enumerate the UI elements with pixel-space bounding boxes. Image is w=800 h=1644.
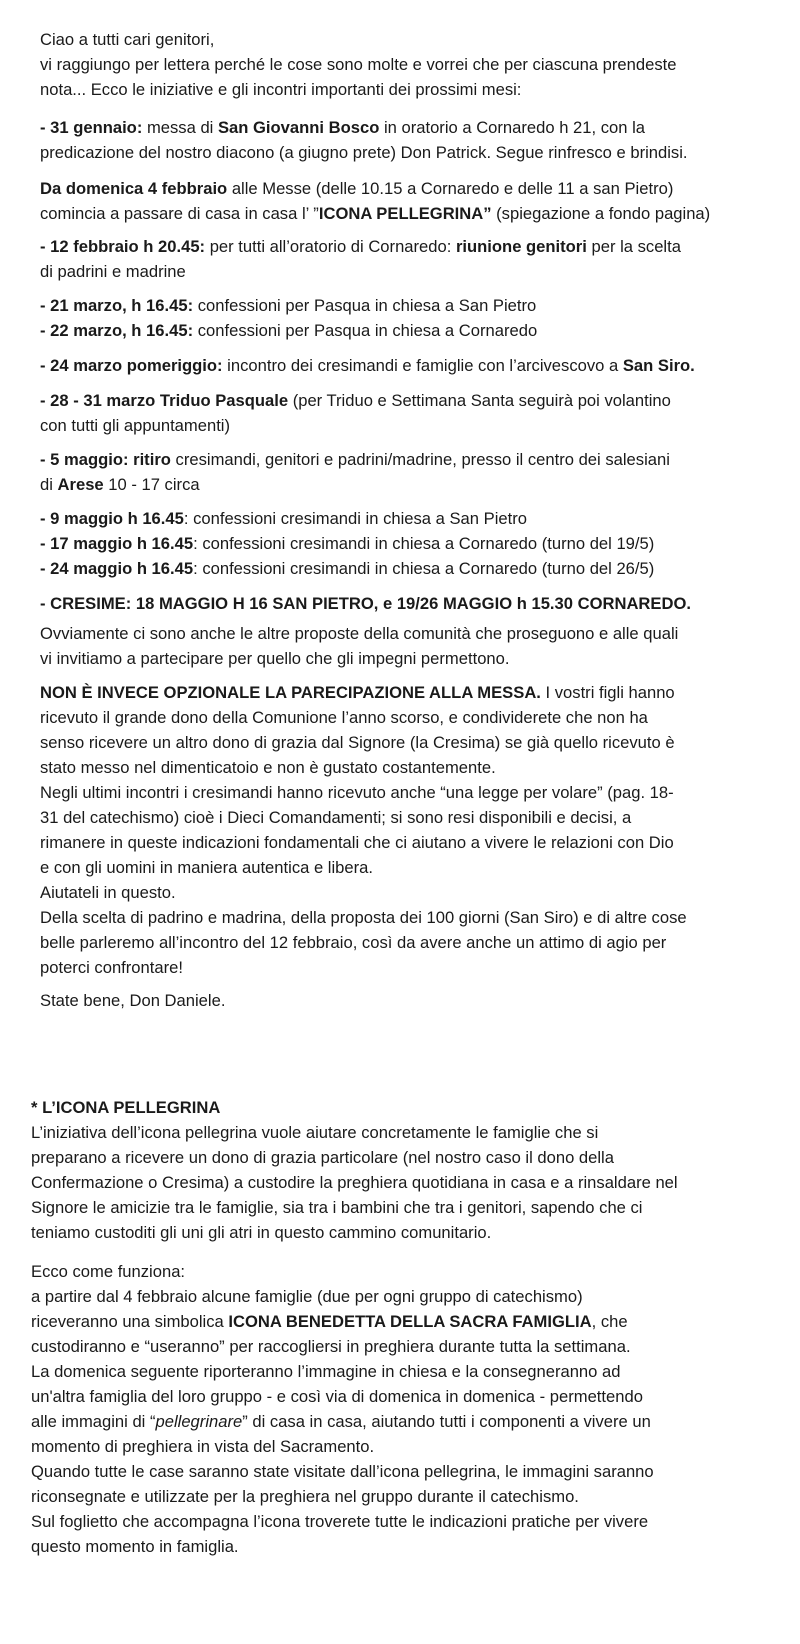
paragraph-line: stato messo nel dimenticatoio e non è gustato costantemente. bbox=[40, 758, 496, 777]
letter-intro bbox=[40, 27, 676, 102]
paragraph-line: , che bbox=[591, 1312, 628, 1331]
event-date: - 12 febbraio h 20.45: bbox=[40, 237, 206, 256]
event-date: - 24 maggio h 16.45 bbox=[40, 559, 194, 578]
event-text: confessioni per Pasqua in chiesa a San Pietro bbox=[193, 296, 537, 315]
paragraph-line: a partire dal 4 febbraio alcune famiglie (due per ogni gruppo di catechismo) bbox=[31, 1287, 583, 1306]
event-place: San Siro. bbox=[622, 356, 695, 375]
icona-heading: * L’ICONA PELLEGRINA bbox=[31, 1098, 221, 1117]
event-ritiro bbox=[40, 447, 670, 497]
paragraph-line: I vostri figli hanno bbox=[540, 683, 675, 702]
paragraph-line: Sul foglietto che accompagna l’icona troverete tutte le indicazioni pratiche per vivere bbox=[31, 1512, 649, 1531]
event-date: - 28 - 31 marzo Triduo Pasquale bbox=[40, 391, 289, 410]
cresime-dates bbox=[40, 591, 691, 616]
paragraph-line: ricevuto il grande dono della Comunione l’anno scorso, e condividerete che non ha bbox=[40, 708, 648, 727]
event-text: in oratorio a Cornaredo h 21, con la bbox=[379, 118, 646, 137]
event-date: - 31 gennaio: bbox=[40, 118, 143, 137]
event-saint: San Giovanni Bosco bbox=[217, 118, 380, 137]
icona-heading-block bbox=[31, 1095, 678, 1245]
event-icona: ICONA PELLEGRINA” bbox=[318, 204, 492, 223]
event-date: - 22 marzo, h 16.45: bbox=[40, 321, 194, 340]
event-text: (per Triduo e Settimana Santa seguirà poi volantino bbox=[288, 391, 671, 410]
paragraph-line: Della scelta di padrino e madrina, della proposta dei 100 giorni (San Siro) e di altre cose bbox=[40, 908, 687, 927]
italic-word: pellegrinare bbox=[155, 1412, 243, 1431]
event-text: per tutti all’oratorio di Cornaredo: bbox=[205, 237, 456, 256]
other-proposals bbox=[40, 621, 678, 671]
event-confessioni-cresimandi bbox=[40, 506, 654, 581]
paragraph-line: custodiranno e “useranno” per raccogliersi in preghiera durante tutta la settimana. bbox=[31, 1337, 631, 1356]
paragraph-line: Negli ultimi incontri i cresimandi hanno ricevuto anche “una legge per volare” (pag. 18- bbox=[40, 783, 674, 802]
paragraph-line: senso ricevere un altro dono di grazia dal Signore (la Cresima) se già quello ricevuto è bbox=[40, 733, 675, 752]
event-text: di bbox=[40, 475, 58, 494]
paragraph-line: Aiutateli in questo. bbox=[40, 883, 176, 902]
paragraph-line: preparano a ricevere un dono di grazia particolare (nel nostro caso il dono della bbox=[31, 1148, 614, 1167]
event-text: (spiegazione a fondo pagina) bbox=[491, 204, 711, 223]
event-icona-start bbox=[40, 176, 710, 226]
event-text: incontro dei cresimandi e famiglie con l’arcivescovo a bbox=[222, 356, 623, 375]
intro-line: nota... Ecco le iniziative e gli incontri importanti dei prossimi mesi: bbox=[40, 80, 522, 99]
event-san-giovanni-bosco bbox=[40, 115, 688, 165]
paragraph-line: Quando tutte le case saranno state visitate dall’icona pellegrina, le immagini saranno bbox=[31, 1462, 654, 1481]
event-text: cresimandi, genitori e padrini/madrine, presso il centro dei salesiani bbox=[170, 450, 670, 469]
event-meeting: riunione genitori bbox=[455, 237, 587, 256]
event-date: - 24 marzo pomeriggio: bbox=[40, 356, 223, 375]
event-confessioni-pasqua bbox=[40, 293, 537, 343]
paragraph-line: teniamo custoditi gli uni gli atri in questo cammino comunitario. bbox=[31, 1223, 492, 1242]
icona-name: ICONA BENEDETTA DELLA SACRA FAMIGLIA bbox=[228, 1312, 592, 1331]
event-text: comincia a passare di casa in casa l’ ” bbox=[40, 204, 319, 223]
signoff-line: State bene, Don Daniele. bbox=[40, 991, 226, 1010]
paragraph-line: ” di casa in casa, aiutando tutti i componenti a vivere un bbox=[242, 1412, 651, 1431]
paragraph-line: Ecco come funziona: bbox=[31, 1262, 186, 1281]
event-san-siro bbox=[40, 353, 695, 378]
event-triduo bbox=[40, 388, 671, 438]
paragraph-line: momento di preghiera in vista del Sacramento. bbox=[31, 1437, 375, 1456]
choice-paragraph bbox=[40, 905, 687, 980]
event-place: Arese bbox=[57, 475, 104, 494]
event-date: - 5 maggio: ritiro bbox=[40, 450, 171, 469]
event-date: - 17 maggio h 16.45 bbox=[40, 534, 194, 553]
event-text: confessioni per Pasqua in chiesa a Cornaredo bbox=[193, 321, 538, 340]
event-text: per la scelta bbox=[586, 237, 681, 256]
paragraph-line: riconsegnate e utilizzate per la preghiera nel gruppo durante il catechismo. bbox=[31, 1487, 579, 1506]
paragraph-line: Signore le amicizie tra le famiglie, sia tra i bambini che tra i genitori, sapendo che ci bbox=[31, 1198, 643, 1217]
event-text: con tutti gli appuntamenti) bbox=[40, 416, 231, 435]
icona-how-it-works bbox=[31, 1259, 654, 1559]
paragraph-line: un'altra famiglia del loro gruppo - e così via di domenica in domenica - permettendo bbox=[31, 1387, 643, 1406]
event-text: alle Messe (delle 10.15 a Cornaredo e delle 11 a san Pietro) bbox=[227, 179, 674, 198]
paragraph-line: 31 del catechismo) cioè i Dieci Comandamenti; si sono resi disponibili e decisi, a bbox=[40, 808, 632, 827]
paragraph-line: rimanere in queste indicazioni fondamentali che ci aiutano a vivere le relazioni con Dio bbox=[40, 833, 674, 852]
event-date: Da domenica 4 febbraio bbox=[40, 179, 228, 198]
event-text: : confessioni cresimandi in chiesa a Cornaredo (turno del 26/5) bbox=[193, 559, 655, 578]
mass-emphasis: NON È INVECE OPZIONALE LA PARECIPAZIONE ALLA MESSA. bbox=[40, 683, 541, 702]
event-text: 10 - 17 circa bbox=[103, 475, 200, 494]
intro-line: vi raggiungo per lettera perché le cose sono molte e vorrei che per ciascuna prendeste bbox=[40, 55, 677, 74]
event-text: : confessioni cresimandi in chiesa a Cornaredo (turno del 19/5) bbox=[193, 534, 655, 553]
event-text: : confessioni cresimandi in chiesa a San Pietro bbox=[183, 509, 527, 528]
event-text: messa di bbox=[142, 118, 218, 137]
mass-paragraph bbox=[40, 680, 675, 905]
paragraph-line: alle immagini di “ bbox=[31, 1412, 156, 1431]
paragraph-line: questo momento in famiglia. bbox=[31, 1537, 239, 1556]
event-text: di padrini e madrine bbox=[40, 262, 186, 281]
paragraph-line: riceveranno una simbolica bbox=[31, 1312, 229, 1331]
paragraph-line: La domenica seguente riporteranno l’immagine in chiesa e la consegneranno ad bbox=[31, 1362, 621, 1381]
event-riunione-genitori bbox=[40, 234, 681, 284]
event-date: - 21 marzo, h 16.45: bbox=[40, 296, 194, 315]
paragraph-line: Ovviamente ci sono anche le altre proposte della comunità che proseguono e alle quali bbox=[40, 624, 679, 643]
paragraph-line: e con gli uomini in maniera autentica e libera. bbox=[40, 858, 373, 877]
paragraph-line: L’iniziativa dell’icona pellegrina vuole aiutare concretamente le famiglie che si bbox=[31, 1123, 599, 1142]
event-text: predicazione del nostro diacono (a giugno prete) Don Patrick. Segue rinfresco e brindisi. bbox=[40, 143, 688, 162]
signoff bbox=[40, 988, 225, 1013]
cresime-line: - CRESIME: 18 MAGGIO H 16 SAN PIETRO, e 19/26 MAGGIO h 15.30 CORNAREDO. bbox=[40, 594, 691, 613]
paragraph-line: belle parleremo all’incontro del 12 febbraio, così da avere anche un attimo di agio per bbox=[40, 933, 667, 952]
event-date: - 9 maggio h 16.45 bbox=[40, 509, 184, 528]
greeting: Ciao a tutti cari genitori, bbox=[40, 30, 215, 49]
paragraph-line: Confermazione o Cresima) a custodire la preghiera quotidiana in casa e a rinsaldare nel bbox=[31, 1173, 678, 1192]
paragraph-line: poterci confrontare! bbox=[40, 958, 183, 977]
paragraph-line: vi invitiamo a partecipare per quello che gli impegni permettono. bbox=[40, 649, 510, 668]
